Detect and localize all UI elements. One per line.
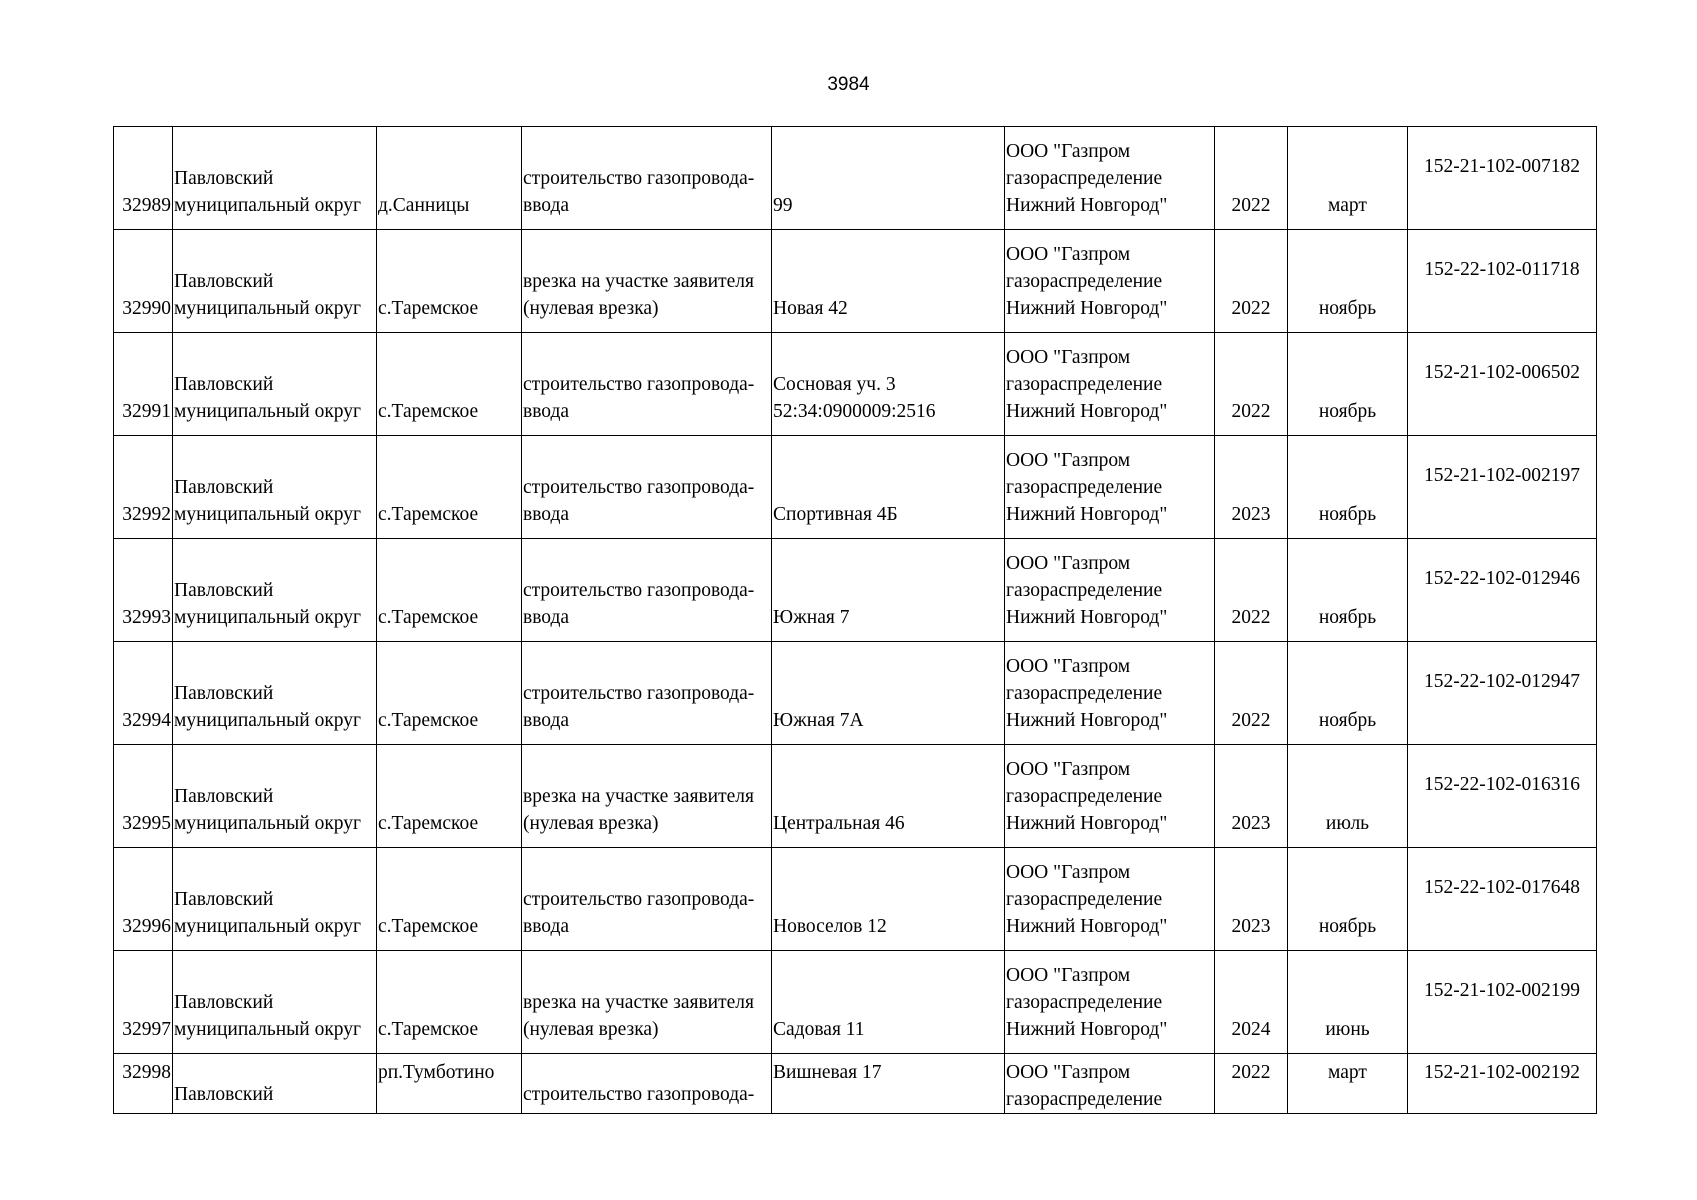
page-number: 3984: [827, 74, 870, 95]
year-cell: 2023: [1215, 848, 1288, 951]
address-cell: [772, 1054, 1005, 1114]
organization-cell-line: газораспределение: [1006, 168, 1163, 189]
work-type-cell-line: строительство газопровода-: [523, 683, 755, 704]
table-row: [114, 333, 1597, 436]
district-cell-line: Павловский: [174, 374, 274, 395]
address-cell-line: Сосновая уч. 3: [773, 374, 896, 395]
record-number: 32998: [114, 1054, 173, 1114]
district-cell: [173, 230, 377, 333]
settlement-cell: с.Таремское: [377, 745, 522, 848]
organization-cell-line: ООО "Газпром: [1006, 244, 1131, 265]
work-type-cell: [522, 1054, 772, 1114]
address-cell: [772, 127, 1005, 230]
record-number: 32996: [114, 848, 173, 951]
district-cell: [173, 333, 377, 436]
organization-cell-line: ООО "Газпром: [1006, 1062, 1131, 1083]
organization-cell-line: ООО "Газпром: [1006, 759, 1131, 780]
work-type-cell-line: строительство газопровода-: [523, 168, 755, 189]
work-type-cell-line: врезка на участке заявителя: [523, 271, 754, 292]
settlement-cell: с.Таремское: [377, 436, 522, 539]
address-cell: [772, 436, 1005, 539]
work-type-cell: [522, 745, 772, 848]
settlement-cell: д.Санницы: [377, 127, 522, 230]
work-type-cell-line: (нулевая врезка): [523, 298, 659, 319]
year-cell: 2022: [1215, 333, 1288, 436]
organization-cell: [1005, 127, 1215, 230]
application-code-cell: 152-21-102-006502: [1408, 333, 1597, 436]
month-cell: ноябрь: [1288, 539, 1408, 642]
month-cell: март: [1288, 127, 1408, 230]
district-cell-line: Павловский: [174, 1084, 274, 1105]
address-cell-line: Центральная 46: [773, 813, 905, 834]
address-cell-line: Спортивная 4Б: [773, 504, 898, 525]
application-code-cell: 152-22-102-016316: [1408, 745, 1597, 848]
table-row: [114, 951, 1597, 1054]
address-cell: [772, 539, 1005, 642]
work-type-cell: [522, 951, 772, 1054]
record-number: 32994: [114, 642, 173, 745]
work-type-cell-line: ввода: [523, 710, 570, 731]
table-row: [114, 745, 1597, 848]
district-cell-line: муниципальный округ: [174, 504, 362, 525]
organization-cell-line: газораспределение: [1006, 580, 1163, 601]
application-code-cell: 152-22-102-012947: [1408, 642, 1597, 745]
month-cell: ноябрь: [1288, 436, 1408, 539]
district-cell-line: муниципальный округ: [174, 195, 362, 216]
organization-cell: [1005, 539, 1215, 642]
address-cell-line: Новоселов 12: [773, 916, 887, 937]
address-cell: [772, 745, 1005, 848]
district-cell-line: муниципальный округ: [174, 1019, 362, 1040]
settlement-cell: с.Таремское: [377, 539, 522, 642]
month-cell: июнь: [1288, 951, 1408, 1054]
table-row: [114, 539, 1597, 642]
settlement-cell: рп.Тумботино: [377, 1054, 522, 1114]
month-cell: ноябрь: [1288, 333, 1408, 436]
organization-cell-line: газораспределение: [1006, 992, 1163, 1013]
organization-cell: [1005, 848, 1215, 951]
month-cell: июль: [1288, 745, 1408, 848]
application-code-cell: 152-21-102-002197: [1408, 436, 1597, 539]
district-cell-line: Павловский: [174, 168, 274, 189]
district-cell-line: Павловский: [174, 580, 274, 601]
organization-cell-line: газораспределение: [1006, 889, 1163, 910]
year-cell: 2023: [1215, 745, 1288, 848]
record-number: 32989: [114, 127, 173, 230]
work-type-cell-line: ввода: [523, 504, 570, 525]
table-body: [114, 127, 1597, 1114]
application-code-cell: 152-21-102-002199: [1408, 951, 1597, 1054]
organization-cell-line: Нижний Новгород": [1006, 1019, 1168, 1040]
organization-cell-line: Нижний Новгород": [1006, 504, 1168, 525]
district-cell: [173, 436, 377, 539]
organization-cell-line: Нижний Новгород": [1006, 813, 1168, 834]
application-code-cell: 152-22-102-011718: [1408, 230, 1597, 333]
record-number: 32991: [114, 333, 173, 436]
district-cell: [173, 539, 377, 642]
district-cell-line: Павловский: [174, 477, 274, 498]
organization-cell-line: газораспределение: [1006, 786, 1163, 807]
district-cell-line: Павловский: [174, 889, 274, 910]
application-code-cell: 152-21-102-007182: [1408, 127, 1597, 230]
address-cell: [772, 642, 1005, 745]
organization-cell-line: газораспределение: [1006, 477, 1163, 498]
work-type-cell: [522, 539, 772, 642]
organization-cell-line: ООО "Газпром: [1006, 553, 1131, 574]
record-number: 32995: [114, 745, 173, 848]
record-number: 32993: [114, 539, 173, 642]
organization-cell-line: газораспределение: [1006, 1089, 1163, 1110]
organization-cell-line: Нижний Новгород": [1006, 916, 1168, 937]
organization-cell-line: ООО "Газпром: [1006, 347, 1131, 368]
district-cell: [173, 1054, 377, 1114]
organization-cell-line: Нижний Новгород": [1006, 401, 1168, 422]
year-cell: 2023: [1215, 436, 1288, 539]
work-type-cell-line: ввода: [523, 916, 570, 937]
table-row: [114, 127, 1597, 230]
year-cell: 2024: [1215, 951, 1288, 1054]
work-type-cell: [522, 848, 772, 951]
settlement-cell: с.Таремское: [377, 333, 522, 436]
table-row: [114, 642, 1597, 745]
organization-cell: [1005, 1054, 1215, 1114]
month-cell: ноябрь: [1288, 642, 1408, 745]
record-number: 32990: [114, 230, 173, 333]
work-type-cell-line: ввода: [523, 195, 570, 216]
address-cell-line: Вишневая 17: [773, 1062, 882, 1083]
table-row: [114, 1054, 1597, 1114]
address-cell: [772, 951, 1005, 1054]
work-type-cell-line: строительство газопровода-: [523, 889, 755, 910]
year-cell: 2022: [1215, 127, 1288, 230]
record-number: 32992: [114, 436, 173, 539]
organization-cell-line: Нижний Новгород": [1006, 298, 1168, 319]
organization-cell: [1005, 642, 1215, 745]
work-type-cell-line: (нулевая врезка): [523, 813, 659, 834]
organization-cell-line: ООО "Газпром: [1006, 141, 1131, 162]
record-number: 32997: [114, 951, 173, 1054]
organization-cell-line: ООО "Газпром: [1006, 656, 1131, 677]
organization-cell-line: газораспределение: [1006, 271, 1163, 292]
year-cell: 2022: [1215, 539, 1288, 642]
table-row: [114, 848, 1597, 951]
address-cell-line: Новая 42: [773, 298, 848, 319]
work-type-cell-line: строительство газопровода-: [523, 1084, 755, 1105]
settlement-cell: с.Таремское: [377, 951, 522, 1054]
gasification-table: [113, 126, 1597, 1114]
work-type-cell-line: строительство газопровода-: [523, 374, 755, 395]
organization-cell: [1005, 745, 1215, 848]
year-cell: 2022: [1215, 1054, 1288, 1114]
work-type-cell: [522, 127, 772, 230]
organization-cell: [1005, 333, 1215, 436]
district-cell: [173, 951, 377, 1054]
work-type-cell-line: ввода: [523, 401, 570, 422]
address-cell-line: Южная 7: [773, 607, 850, 628]
month-cell: ноябрь: [1288, 848, 1408, 951]
district-cell: [173, 745, 377, 848]
address-cell-line: Садовая 11: [773, 1019, 865, 1040]
month-cell: март: [1288, 1054, 1408, 1114]
organization-cell-line: ООО "Газпром: [1006, 965, 1131, 986]
organization-cell-line: Нижний Новгород": [1006, 195, 1168, 216]
district-cell-line: муниципальный округ: [174, 916, 362, 937]
settlement-cell: с.Таремское: [377, 642, 522, 745]
settlement-cell: с.Таремское: [377, 848, 522, 951]
month-cell: ноябрь: [1288, 230, 1408, 333]
address-cell-line: 52:34:0900009:2516: [773, 401, 936, 422]
organization-cell-line: газораспределение: [1006, 374, 1163, 395]
district-cell-line: муниципальный округ: [174, 607, 362, 628]
organization-cell-line: газораспределение: [1006, 683, 1163, 704]
application-code-cell: 152-22-102-012946: [1408, 539, 1597, 642]
district-cell-line: муниципальный округ: [174, 710, 362, 731]
address-cell: [772, 848, 1005, 951]
organization-cell: [1005, 436, 1215, 539]
work-type-cell: [522, 642, 772, 745]
work-type-cell-line: строительство газопровода-: [523, 477, 755, 498]
application-code-cell: 152-21-102-002192: [1408, 1054, 1597, 1114]
address-cell-line: 99: [773, 195, 793, 216]
work-type-cell: [522, 333, 772, 436]
organization-cell-line: ООО "Газпром: [1006, 862, 1131, 883]
district-cell-line: Павловский: [174, 992, 274, 1013]
application-code-cell: 152-22-102-017648: [1408, 848, 1597, 951]
work-type-cell-line: врезка на участке заявителя: [523, 786, 754, 807]
work-type-cell-line: (нулевая врезка): [523, 1019, 659, 1040]
district-cell-line: Павловский: [174, 683, 274, 704]
year-cell: 2022: [1215, 642, 1288, 745]
work-type-cell-line: строительство газопровода-: [523, 580, 755, 601]
work-type-cell-line: ввода: [523, 607, 570, 628]
district-cell-line: Павловский: [174, 786, 274, 807]
address-cell: [772, 230, 1005, 333]
address-cell-line: Южная 7А: [773, 710, 864, 731]
address-cell: [772, 333, 1005, 436]
district-cell: [173, 127, 377, 230]
organization-cell: [1005, 230, 1215, 333]
district-cell-line: Павловский: [174, 271, 274, 292]
district-cell: [173, 642, 377, 745]
work-type-cell-line: врезка на участке заявителя: [523, 992, 754, 1013]
table-row: [114, 230, 1597, 333]
organization-cell-line: Нижний Новгород": [1006, 607, 1168, 628]
organization-cell-line: ООО "Газпром: [1006, 450, 1131, 471]
settlement-cell: с.Таремское: [377, 230, 522, 333]
district-cell-line: муниципальный округ: [174, 298, 362, 319]
year-cell: 2022: [1215, 230, 1288, 333]
work-type-cell: [522, 230, 772, 333]
district-cell: [173, 848, 377, 951]
district-cell-line: муниципальный округ: [174, 813, 362, 834]
organization-cell-line: Нижний Новгород": [1006, 710, 1168, 731]
work-type-cell: [522, 436, 772, 539]
district-cell-line: муниципальный округ: [174, 401, 362, 422]
organization-cell: [1005, 951, 1215, 1054]
table-row: [114, 436, 1597, 539]
